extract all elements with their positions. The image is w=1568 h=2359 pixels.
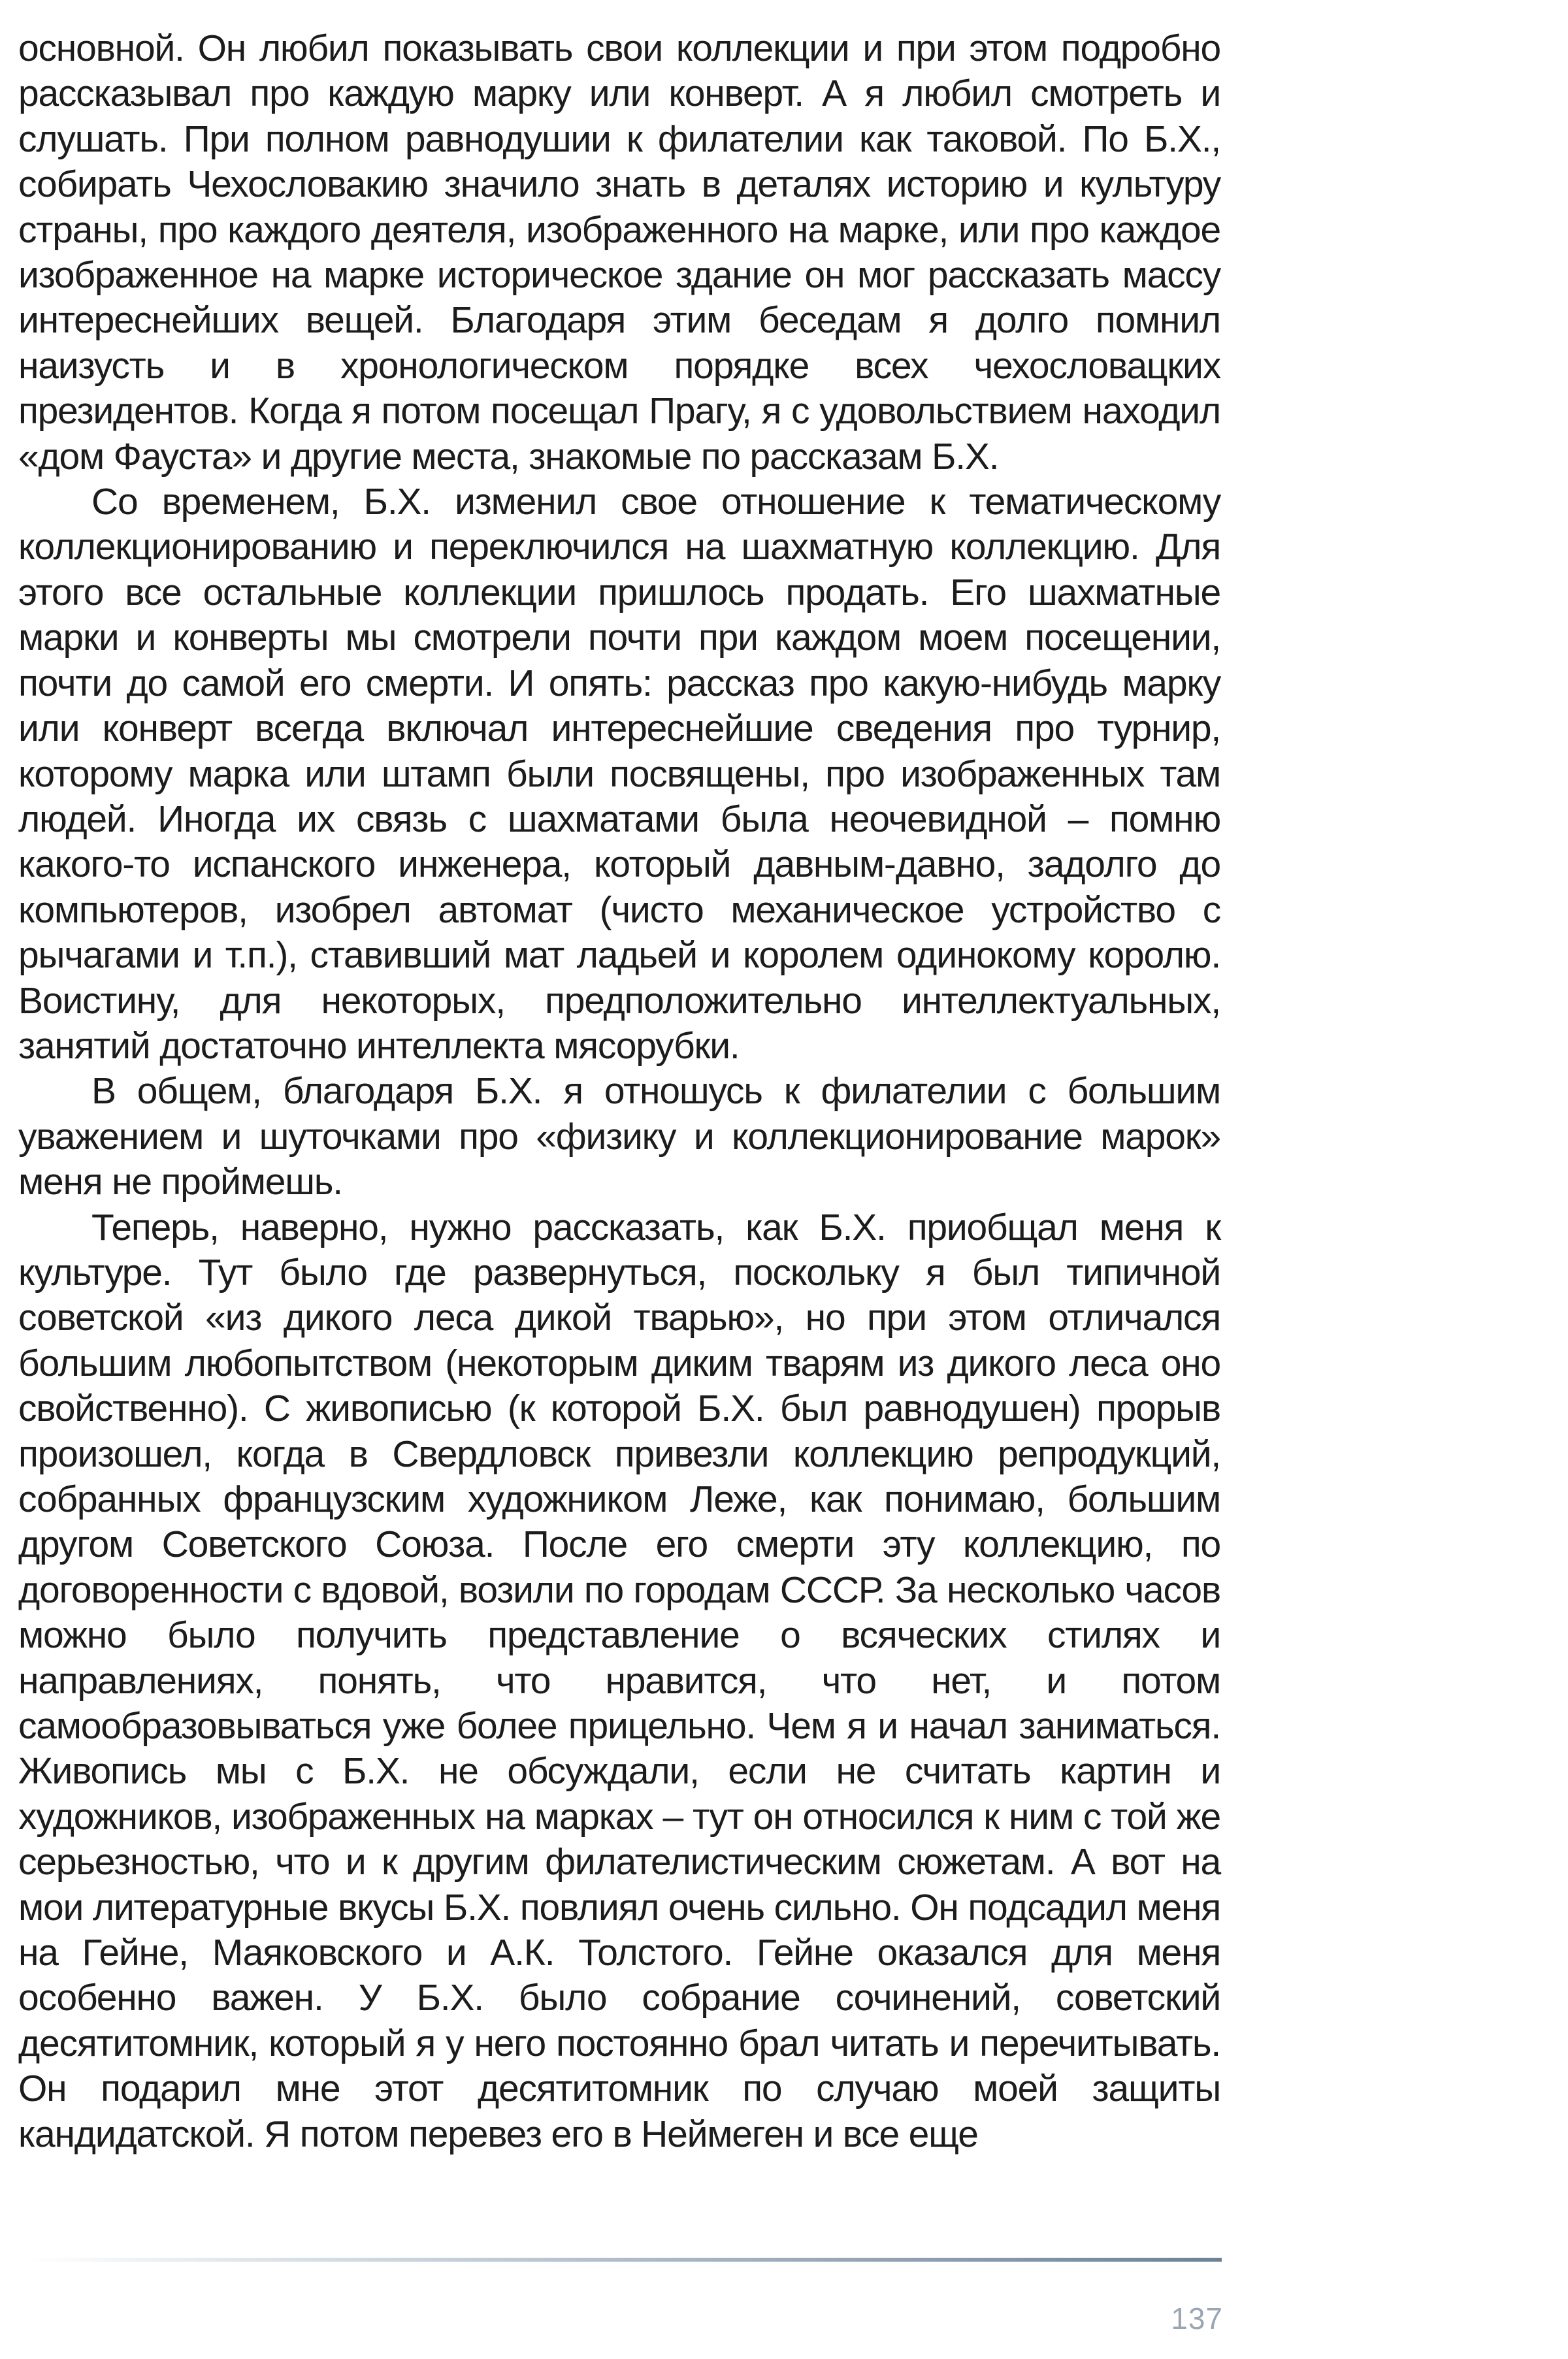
- footer-divider: [26, 2258, 1222, 2262]
- paragraph-4: Теперь, наверно, нужно рассказать, как Б.Х. приобщал меня к культуре. Тут было где развернуться, поскольку я был типичной советской «из дикого леса дикой тварью», но при этом отличался большим любопытством (некоторым диким тварям из дикого леса оно свойственно). С живописью (к которой Б.Х. был равнодушен) прорыв произошел, когда в Свердловск привезли коллекцию репродукций, собранных французским художником Леже, как понимаю, большим другом Советского Союза. После его смерти эту коллекцию, по договоренности с вдовой, возили по городам СССР. За несколько часов можно было получить представление о всяческих стилях и направлениях, понять, что нравится, что нет, и потом самообразовываться уже более прицельно. Чем я и начал заниматься. Живопись мы с Б.Х. не обсуждали, если не считать картин и художников, изображенных на марках – тут он относился к ним с той же серьезностью, что и к другим филателистическим сюжетам. А вот на мои литературные вкусы Б.Х. повлиял очень сильно. Он подсадил меня на Гейне, Маяковского и А.К. Толстого. Гейне оказался для меня особенно важен. У Б.Х. было собрание сочинений, советский десятитомник, который я у него постоянно брал читать и перечитывать. Он подарил мне этот десятитомник по случаю моей защиты кандидатской. Я потом перевез его в Неймеген и все еще: [18, 1206, 1220, 2155]
- paragraph-2: Со временем, Б.Х. изменил свое отношение к тематическому коллекционированию и переключился на шахматную коллекцию. Для этого все остальные коллекции пришлось продать. Его шахматные марки и конверты мы смотрели почти при каждом моем посещении, почти до самой его смерти. И опять: рассказ про какую-нибудь марку или конверт всегда включал интереснейшие сведения про турнир, которому марка или штамп были посвящены, про изображенных там людей. Иногда их связь с шахматами была неочевидной – помню какого-то испанского инженера, который давным-давно, задолго до компьютеров, изобрел автомат (чисто механическое устройство с рычагами и т.п.), ставивший мат ладьей и королем одинокому королю. Воистину, для некоторых, предположительно интеллектуальных, занятий достаточно интеллекта мясорубки.: [18, 481, 1220, 1067]
- page-number: 137: [1171, 2302, 1223, 2335]
- paragraph-1: основной. Он любил показывать свои коллекции и при этом подробно рассказывал про каждую марку или конверт. А я любил смотреть и слушать. При полном равнодушии к филателии как таковой. По Б.Х., собирать Чехословакию значило знать в деталях историю и культуру страны, про каждого деятеля, изображенного на марке, или про каждое изображенное на марке историческое здание он мог рассказать массу интереснейших вещей. Благодаря этим беседам я долго помнил наизусть и в хронологическом порядке всех чехословацких президентов. Когда я потом посещал Прагу, я с удовольствием находил «дом Фауста» и другие места, знакомые по рассказам Б.Х.: [18, 27, 1220, 478]
- paragraph-3: В общем, благодаря Б.Х. я отношусь к филателии с большим уважением и шуточками про «физику и коллекционирование марок» меня не проймешь.: [18, 1070, 1220, 1203]
- page-body: [18, 26, 1220, 2157]
